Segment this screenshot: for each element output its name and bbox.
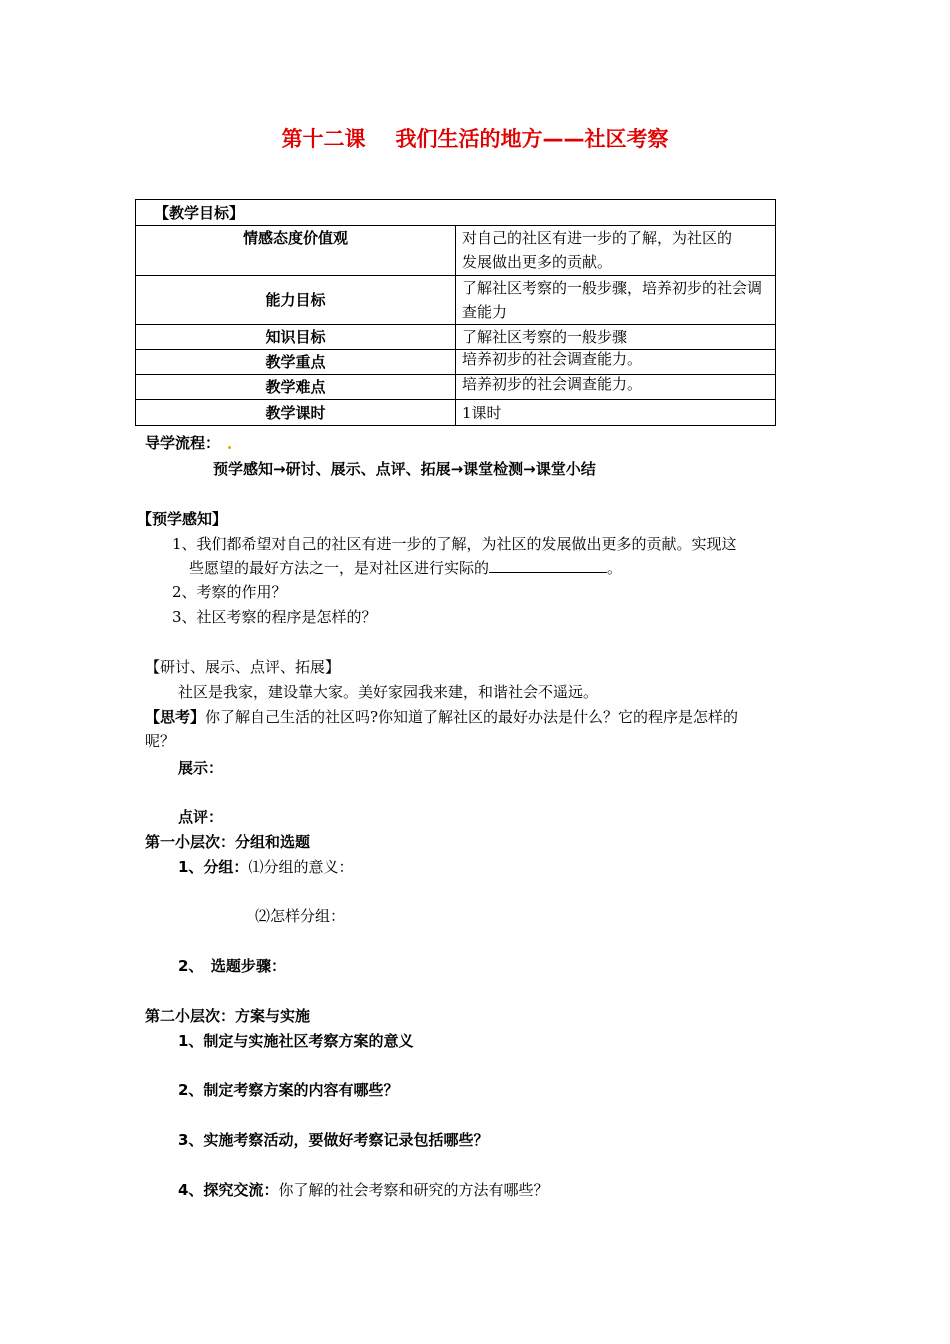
goal-value: 培养初步的社会调查能力。 [456, 375, 776, 400]
level1-item-1 [178, 856, 353, 877]
goal-value: 了解社区考察的一般步骤，培养初步的社会调查能力 [456, 276, 776, 325]
comment-label: 点评： [178, 808, 224, 826]
level2-item-4 [178, 1179, 548, 1200]
preview-question-2: 2、考察的作用？ [172, 583, 287, 601]
goal-key: 教学重点 [136, 350, 456, 375]
level1-item-1-b: ⑵怎样分组： [255, 907, 346, 925]
lesson-number: 第十二课 [281, 127, 366, 151]
flow-steps: 预学感知→研讨、展示、点评、拓展→课堂检测→课堂小结 [213, 460, 596, 478]
preview-question-1-end: 。 [607, 559, 623, 577]
preview-question-1-text: 些愿望的最好方法之一，是对社区进行实际的 [189, 559, 490, 577]
page-title [0, 123, 950, 153]
level2-item-4-text: 你了解的社会考察和研究的方法有哪些？ [278, 1181, 549, 1199]
teaching-goals-table [135, 199, 776, 426]
preview-question-1-cont [189, 557, 622, 578]
discussion-intro: 社区是我家，建设靠大家。美好家园我来建，和谐社会不遥远。 [178, 683, 599, 701]
think-line [145, 706, 738, 727]
show-label: 展示： [178, 759, 224, 777]
goal-value: 1课时 [456, 400, 776, 426]
level2-item-1: 1、制定与实施社区考察方案的意义 [178, 1032, 414, 1050]
level2-item-2: 2、制定考察方案的内容有哪些？ [178, 1081, 399, 1099]
goal-value: 了解社区考察的一般步骤 [456, 325, 776, 350]
fill-blank [489, 558, 607, 573]
think-label: 【思考】 [145, 708, 206, 726]
think-text: 你了解自己生活的社区吗?你知道了解社区的最好办法是什么？它的程序是怎样的 [205, 708, 739, 726]
level2-item-3: 3、实施考察活动，要做好考察记录包括哪些？ [178, 1131, 489, 1149]
lesson-topic: 我们生活的地方——社区考察 [395, 127, 669, 151]
goal-key: 知识目标 [136, 325, 456, 350]
goal-key: 情感态度价值观 [136, 226, 456, 276]
goal-value: 培养初步的社会调查能力。 [456, 350, 776, 375]
preview-question-3: 3、社区考察的程序是怎样的？ [172, 608, 377, 626]
goal-value: 对自己的社区有进一步的了解，为社区的发展做出更多的贡献。 [456, 226, 776, 276]
discussion-heading: 【研讨、展示、点评、拓展】 [145, 658, 341, 676]
level2-heading: 第二小层次：方案与实施 [145, 1007, 311, 1025]
goal-key: 教学难点 [136, 375, 456, 400]
level2-item-4-label: 4、探究交流： [178, 1181, 279, 1199]
level1-heading: 第一小层次：分组和选题 [145, 833, 311, 851]
goal-key: 能力目标 [136, 276, 456, 325]
decorative-dot [228, 446, 231, 449]
think-line-2: 呢？ [145, 732, 176, 750]
goals-header: 【教学目标】 [136, 200, 776, 226]
preview-heading: 【预学感知】 [137, 510, 228, 528]
preview-question-1: 1、我们都希望对自己的社区有进一步的了解，为社区的发展做出更多的贡献。实现这 [172, 535, 737, 553]
level1-item-1-a: ⑴分组的意义： [248, 858, 354, 876]
goal-key: 教学课时 [136, 400, 456, 426]
flow-label: 导学流程： [145, 434, 221, 452]
level1-item-1-label: 1、分组： [178, 858, 249, 876]
level1-item-2: 2、 选题步骤： [178, 957, 286, 975]
